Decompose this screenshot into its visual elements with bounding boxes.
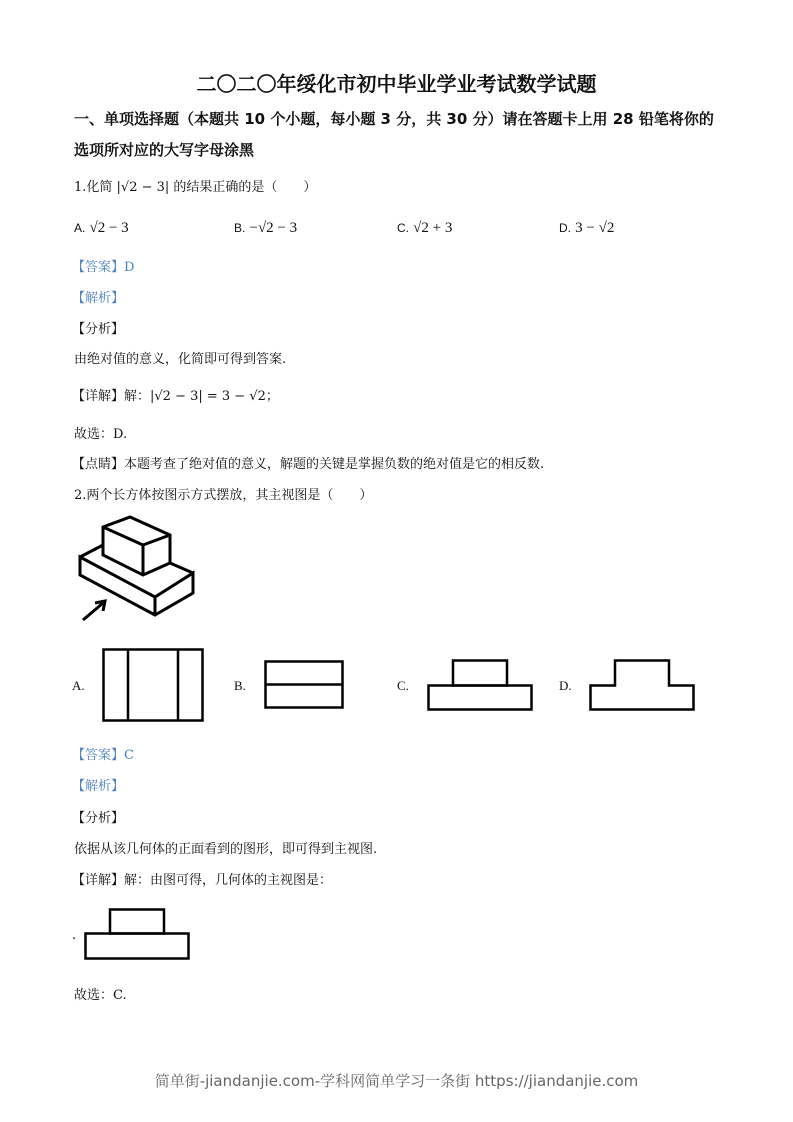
q1-fenxi-text: 由绝对值的意义，化简即可得到答案. (74, 352, 287, 367)
q1-detail: 【详解】解：|√2 − 3| = 3 − √2； (72, 389, 279, 404)
q2-option-b-figure (264, 660, 344, 710)
q2-stem: 2.两个长方体按图示方式摆放，其主视图是（ ） (74, 488, 373, 503)
q1-fenxi: 【分析】 (72, 322, 125, 337)
q2-fenxi: 【分析】 (72, 811, 125, 826)
page-footer: 简单街-jiandanjie.com-学科网简单学习一条街 https://jiandanjie.com (154, 1072, 639, 1090)
q2-detail: 【详解】解：由图可得，几何体的主视图是： (72, 873, 333, 888)
q1-option-a-label: A. (74, 221, 86, 235)
q1-option-b-label: B. (234, 221, 246, 235)
q2-option-c-figure (427, 659, 533, 711)
q2-choose: 故选：C. (74, 988, 127, 1003)
q2-dot: . (72, 928, 77, 943)
section-heading-line2: 选项所对应的大写字母涂黑 (74, 141, 255, 159)
q1-option-c-label: C. (397, 221, 409, 235)
q1-option-d-label: D. (559, 221, 571, 235)
q1-dianjing: 【点睛】本题考查了绝对值的意义，解题的关键是掌握负数的绝对值是它的相反数. (72, 457, 545, 472)
q2-option-b-label: B. (234, 678, 246, 693)
isometric-figure (75, 515, 200, 625)
q1-stem: 1.化简 |√2 − 3| 的结果正确的是（ ） (74, 180, 317, 195)
q2-fenxi-text: 依据从该几何体的正面看到的图形，即可得到主视图. (74, 842, 378, 857)
section-heading-line1: 一、单项选择题（本题共 10 个小题，每小题 3 分，共 30 分）请在答题卡上用 28 铅笔将你的 (74, 110, 714, 128)
q1-option-a: √2 − 3 (89, 220, 129, 236)
q2-answer-figure (84, 908, 190, 960)
q2-option-a-figure (102, 648, 204, 722)
q2-jiexi: 【解析】 (72, 779, 125, 794)
q1-option-b: −√2 − 3 (249, 220, 298, 236)
q1-choose: 故选：D. (74, 427, 128, 442)
q1-answer: 【答案】D (72, 260, 135, 275)
q2-option-d-figure (589, 659, 695, 711)
q2-option-d-label: D. (559, 678, 572, 693)
q1-option-c: √2 + 3 (413, 220, 453, 236)
page-title: 二〇二〇年绥化市初中毕业学业考试数学试题 (196, 72, 597, 96)
q2-answer: 【答案】C (72, 748, 134, 763)
q1-jiexi: 【解析】 (72, 291, 125, 306)
q1-option-d: 3 − √2 (575, 220, 615, 236)
q2-option-a-label: A. (72, 678, 85, 693)
q2-option-c-label: C. (397, 678, 409, 693)
